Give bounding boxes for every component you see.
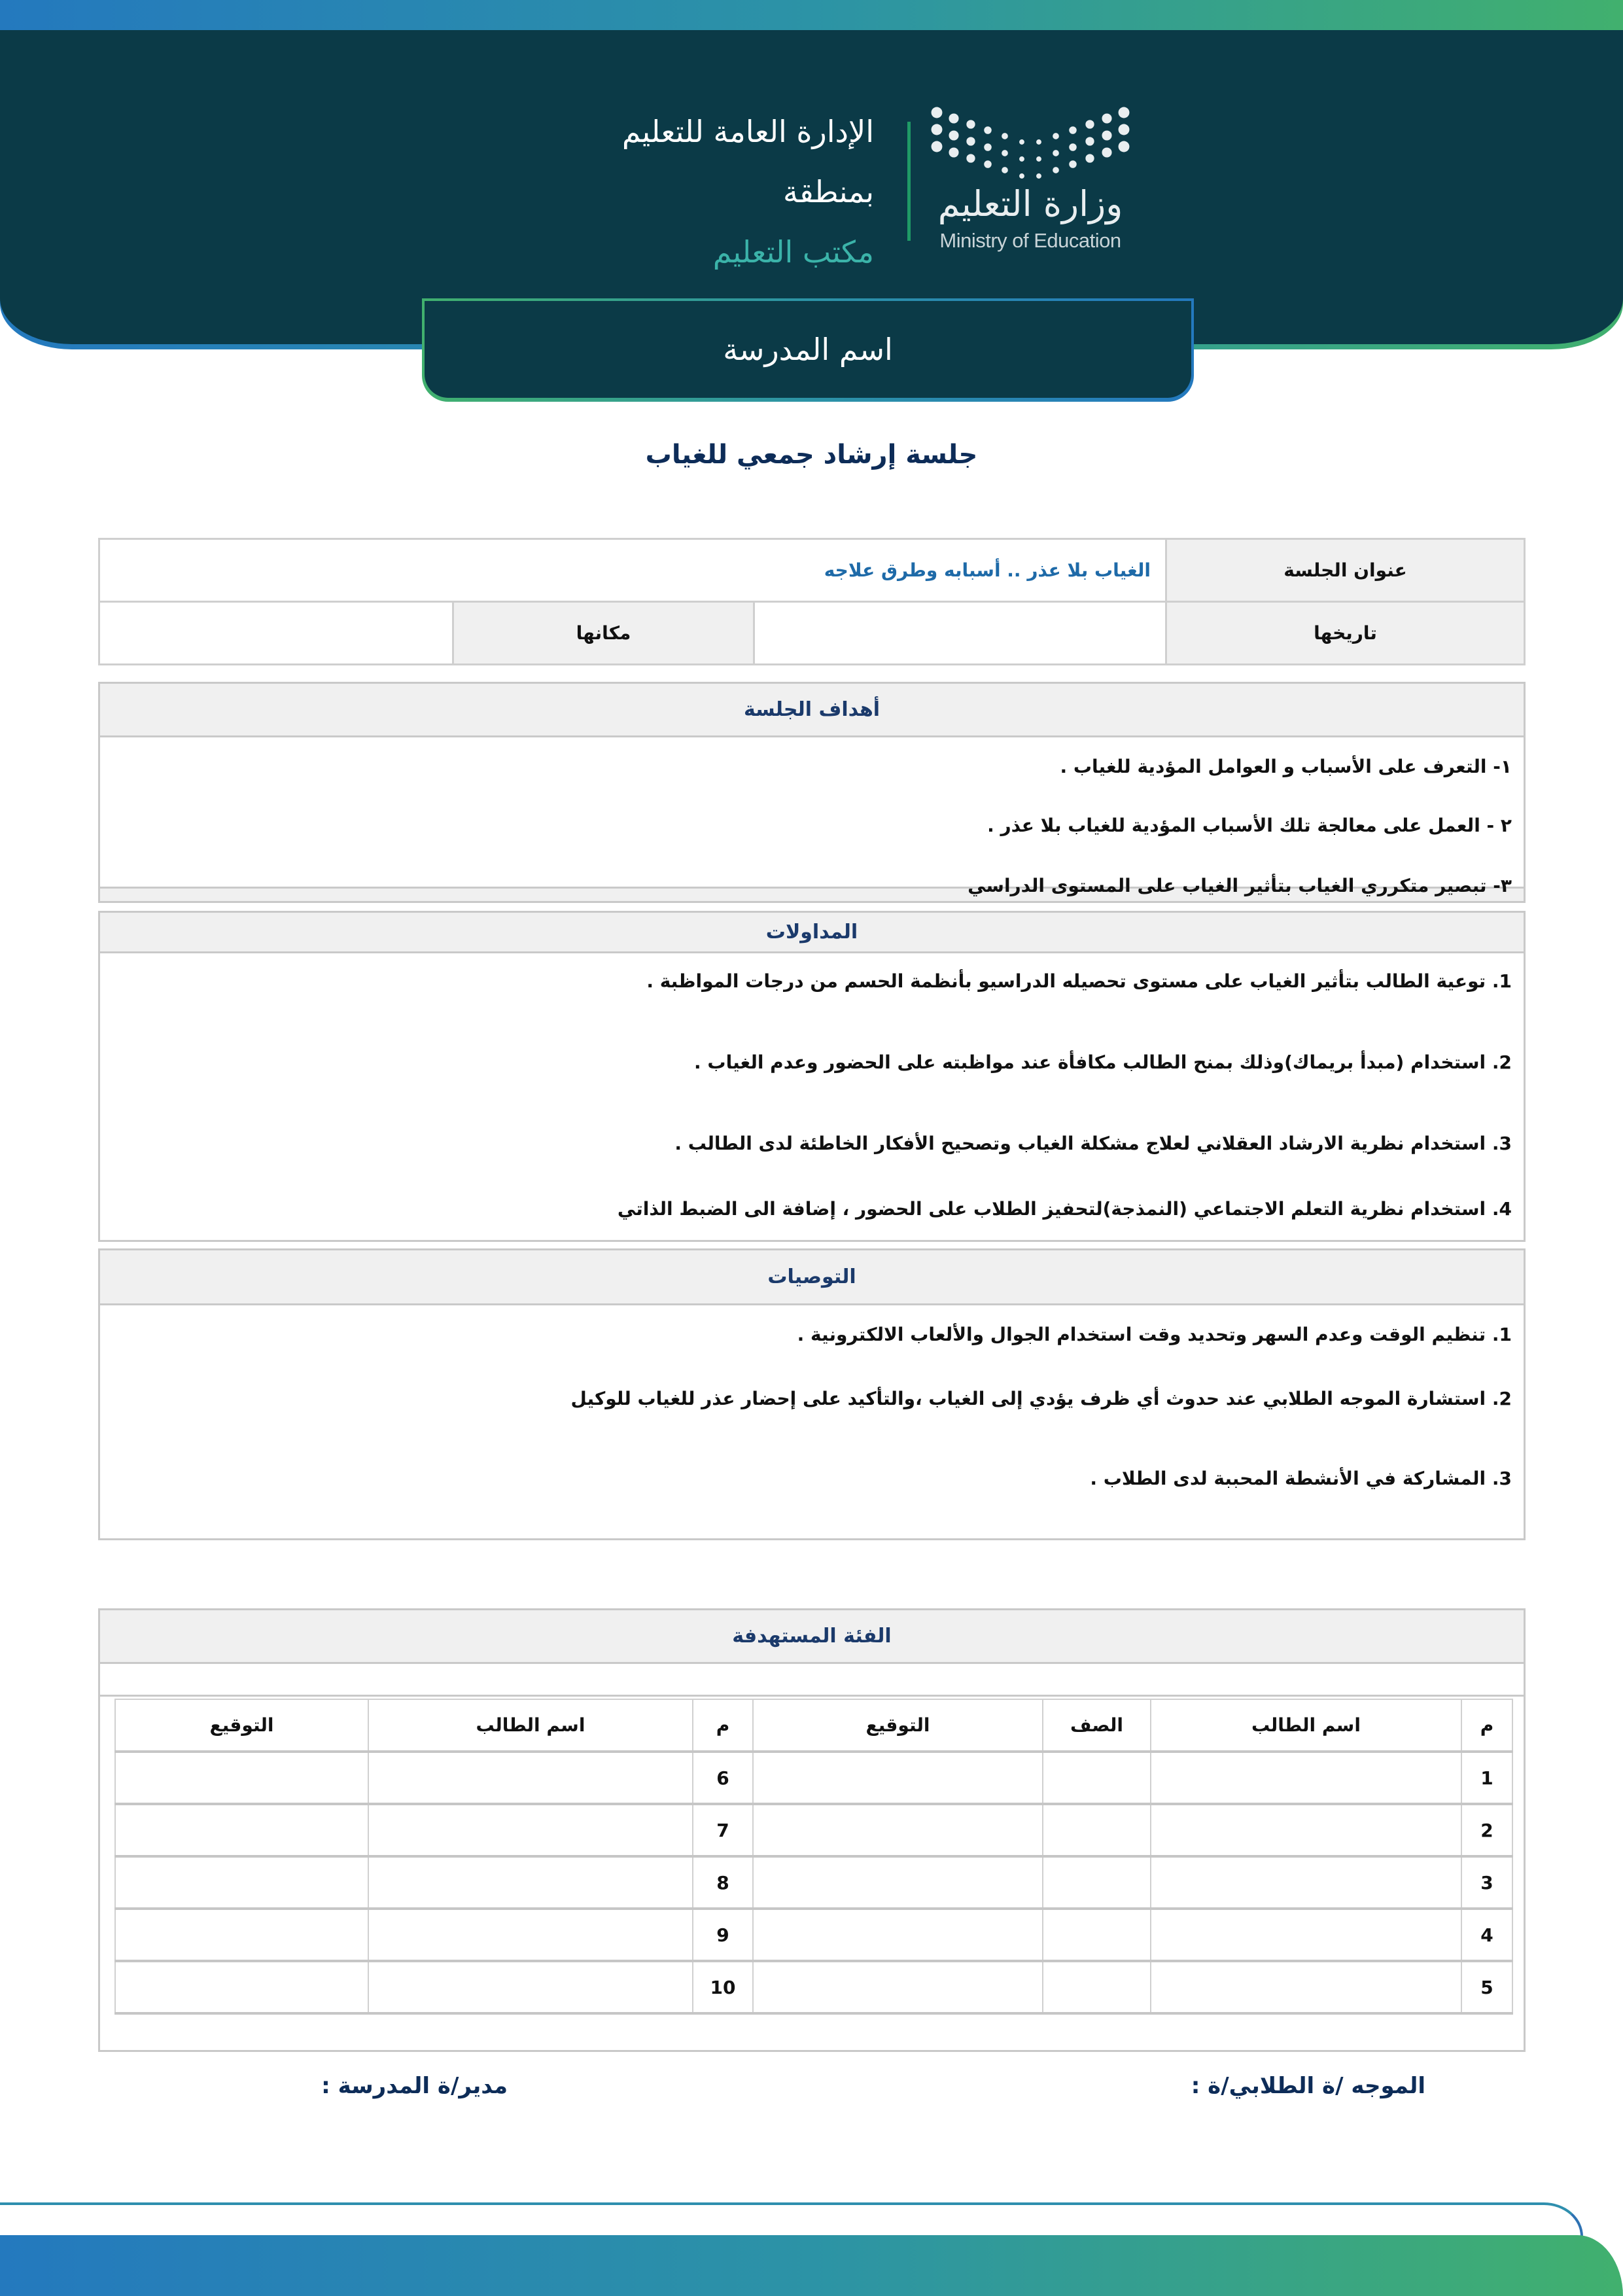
objective-item: ١- التعرف على الأسباب و العوامل المؤدية للغياب . xyxy=(1060,756,1512,777)
col-student-name: اسم الطالب xyxy=(368,1699,693,1752)
logo-dot xyxy=(984,160,992,168)
deliberations-heading: المداولات xyxy=(100,913,1524,953)
student-row xyxy=(115,1752,1512,1804)
ministry-name-english: Ministry of Education xyxy=(939,229,1121,252)
recommendations-section xyxy=(98,1248,1526,1540)
deliberation-item: 4. استخدام نظرية التعلم الاجتماعي (النمذجة)لتحفيز الطلاب على الحضور ، إضافة الى الضبط الذاتي xyxy=(617,1198,1512,1220)
class-cell[interactable] xyxy=(1043,1856,1151,1909)
logo-dot xyxy=(1119,124,1130,135)
signature-cell[interactable] xyxy=(753,1752,1043,1804)
student-row xyxy=(115,1856,1512,1909)
student-name-cell[interactable] xyxy=(368,1752,693,1804)
signature-cell[interactable] xyxy=(115,1961,368,2013)
row-number: 4 xyxy=(1461,1909,1512,1961)
logo-dot xyxy=(1019,173,1024,179)
col-signature: التوقيع xyxy=(753,1699,1043,1752)
logo-dot xyxy=(966,120,975,128)
col-student-name: اسم الطالب xyxy=(1151,1699,1461,1752)
school-name: اسم المدرسة xyxy=(723,332,893,367)
logo-dot xyxy=(1036,156,1041,162)
deliberation-item: 3. استخدام نظرية الارشاد العقلاني لعلاج مشكلة الغياب وتصحيح الأفكار الخاطئة لدى الطالب . xyxy=(674,1133,1512,1154)
col-number: م xyxy=(1461,1699,1512,1752)
logo-dot xyxy=(1085,120,1094,128)
student-name-cell[interactable] xyxy=(368,1909,693,1961)
logo-dot xyxy=(1019,156,1024,162)
objectives-heading: أهداف الجلسة xyxy=(100,684,1524,737)
logo-dot xyxy=(1053,167,1059,173)
signature-cell[interactable] xyxy=(115,1752,368,1804)
counselor-signature-label: الموجه /ة الطلابي/ة : xyxy=(1191,2073,1425,2099)
class-cell[interactable] xyxy=(1043,1961,1151,2013)
place-label: مكانها xyxy=(453,602,754,665)
class-cell[interactable] xyxy=(1043,1909,1151,1961)
logo-dot xyxy=(1036,139,1041,145)
logo-dot xyxy=(984,143,992,151)
students-table xyxy=(114,1699,1513,2015)
student-name-cell[interactable] xyxy=(1151,1804,1461,1856)
row-number: 9 xyxy=(693,1909,753,1961)
row-number: 3 xyxy=(1461,1856,1512,1909)
signature-cell[interactable] xyxy=(753,1804,1043,1856)
logo-dot xyxy=(1069,126,1077,134)
logo-dot xyxy=(949,130,958,140)
signature-cell[interactable] xyxy=(753,1856,1043,1909)
logo-dot xyxy=(1102,130,1111,140)
document-title: جلسة إرشاد جمعي للغياب xyxy=(645,440,978,470)
footer-gradient-band xyxy=(0,2235,1623,2296)
signature-cell[interactable] xyxy=(753,1909,1043,1961)
deliberations-section xyxy=(98,911,1526,1242)
logo-divider xyxy=(907,122,911,241)
row-number: 8 xyxy=(693,1856,753,1909)
signature-cell[interactable] xyxy=(115,1909,368,1961)
student-row xyxy=(115,1909,1512,1961)
info-row-title xyxy=(99,539,1525,602)
logo-dot xyxy=(1102,113,1111,123)
ministry-name-arabic: وزارة التعليم xyxy=(937,183,1123,224)
logo-dot xyxy=(949,113,958,123)
logo-dot xyxy=(966,137,975,145)
row-number: 6 xyxy=(693,1752,753,1804)
col-number: م xyxy=(693,1699,753,1752)
student-row xyxy=(115,1961,1512,2013)
logo-dot xyxy=(1053,133,1059,139)
logo-dot xyxy=(932,141,943,152)
student-name-cell[interactable] xyxy=(368,1856,693,1909)
recommendation-item: 2. استشارة الموجه الطلابي عند حدوث أي ظرف يؤدي إلى الغياب ،والتأكيد على إحضار عذر للغياب للوكيل xyxy=(570,1388,1512,1409)
org-line-office: مكتب التعليم xyxy=(712,234,874,270)
signature-cell[interactable] xyxy=(115,1804,368,1856)
date-field[interactable] xyxy=(754,602,1166,665)
col-signature: التوقيع xyxy=(115,1699,368,1752)
target-group-spacer xyxy=(100,1664,1524,1697)
student-row xyxy=(115,1804,1512,1856)
place-field[interactable] xyxy=(99,602,453,665)
deliberation-item: 2. استخدام (مبدأ بريماك)وذلك بمنح الطالب مكافأة عند مواظبته على الحضور وعدم الغياب . xyxy=(694,1051,1512,1073)
footer-outline xyxy=(0,2202,1583,2236)
logo-dot xyxy=(1119,107,1130,118)
objective-item: ٢ - العمل على معالجة تلك الأسباب المؤدية للغياب بلا عذر . xyxy=(987,815,1512,836)
ministry-logo xyxy=(929,105,1132,262)
logo-dot xyxy=(932,107,943,118)
deliberation-item: 1. توعية الطالب بتأثير الغياب على مستوى تحصيله الدراسيو بأنظمة الحسم من درجات المواظبة . xyxy=(646,970,1512,992)
org-line-region: بمنطقة xyxy=(783,174,874,209)
logo-dot xyxy=(1053,150,1059,156)
col-class: الصف xyxy=(1043,1699,1151,1752)
logo-dot xyxy=(1069,143,1077,151)
session-title-value[interactable]: الغياب بلا عذر .. أسبابه وطرق علاجه xyxy=(99,539,1166,602)
student-name-cell[interactable] xyxy=(1151,1752,1461,1804)
objectives-section xyxy=(98,682,1526,903)
date-label: تاريخها xyxy=(1166,602,1525,665)
session-info-table xyxy=(98,538,1526,665)
info-row-date-place xyxy=(99,602,1525,665)
logo-dot xyxy=(1002,167,1008,173)
logo-dot xyxy=(984,126,992,134)
signature-cell[interactable] xyxy=(753,1961,1043,2013)
logo-dot xyxy=(1002,133,1008,139)
logo-dot xyxy=(1069,160,1077,168)
logo-dot xyxy=(1085,154,1094,162)
logo-dot xyxy=(932,124,943,135)
row-number: 7 xyxy=(693,1804,753,1856)
signature-cell[interactable] xyxy=(115,1856,368,1909)
principal-signature-label: مدير/ة المدرسة : xyxy=(321,2073,508,2099)
student-name-cell[interactable] xyxy=(1151,1909,1461,1961)
logo-dot xyxy=(1019,139,1024,145)
student-name-cell[interactable] xyxy=(1151,1961,1461,2013)
row-number: 5 xyxy=(1461,1961,1512,2013)
target-group-heading: الفئة المستهدفة xyxy=(100,1610,1524,1664)
row-number: 1 xyxy=(1461,1752,1512,1804)
logo-dot xyxy=(1102,147,1111,157)
logo-dot xyxy=(1119,141,1130,152)
recommendations-heading: التوصيات xyxy=(100,1250,1524,1305)
students-header-row xyxy=(115,1699,1512,1752)
school-name-tab xyxy=(425,301,1191,398)
organization-lines xyxy=(622,101,874,282)
row-number: 2 xyxy=(1461,1804,1512,1856)
logo-dot xyxy=(1085,137,1094,145)
class-cell[interactable] xyxy=(1043,1804,1151,1856)
target-group-section xyxy=(98,1608,1526,2052)
top-gradient-strip xyxy=(0,0,1623,30)
recommendation-item: 3. المشاركة في الأنشطة المحببة لدى الطلاب . xyxy=(1090,1468,1512,1489)
logo-dot xyxy=(966,154,975,162)
row-number: 10 xyxy=(693,1961,753,2013)
class-cell[interactable] xyxy=(1043,1752,1151,1804)
student-name-cell[interactable] xyxy=(368,1961,693,2013)
logo-dot xyxy=(1002,150,1008,156)
objective-item: ٣- تبصير متكرري الغياب بتأثير الغياب على المستوى الدراسي xyxy=(968,875,1512,896)
recommendation-item: 1. تنظيم الوقت وعدم السهر وتحديد وقت استخدام الجوال والألعاب الالكترونية . xyxy=(797,1324,1512,1345)
logo-dot xyxy=(1036,173,1041,179)
org-line-directorate: الإدارة العامة للتعليم xyxy=(621,114,874,149)
logo-dot xyxy=(949,147,958,157)
session-title-label: عنوان الجلسة xyxy=(1166,539,1525,602)
student-name-cell[interactable] xyxy=(1151,1856,1461,1909)
student-name-cell[interactable] xyxy=(368,1804,693,1856)
